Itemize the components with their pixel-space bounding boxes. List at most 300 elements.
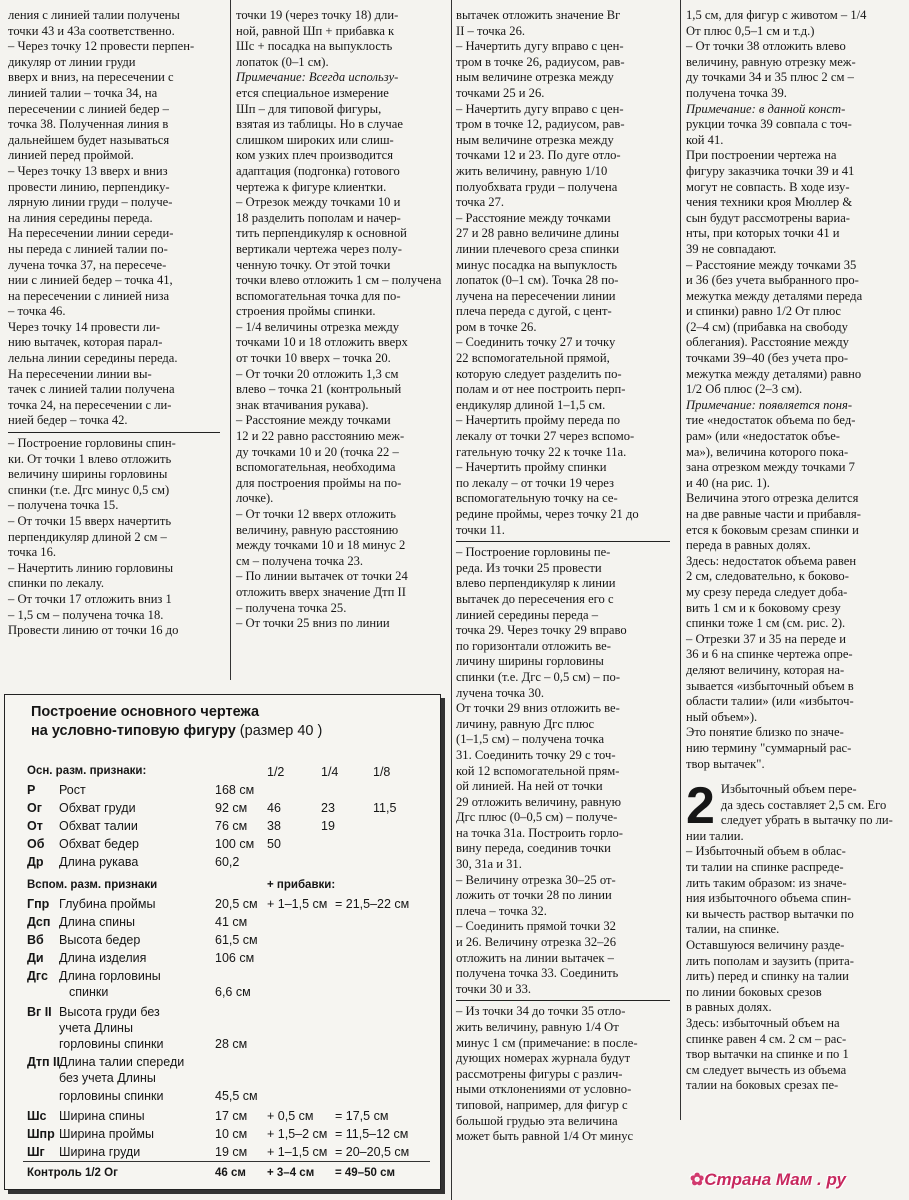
text-line: спинки по лекалу. — [8, 576, 104, 591]
text-line: От плюс 0,5–1 см и т.д.) — [686, 23, 815, 38]
row-symbol: Гпр — [27, 897, 50, 911]
control-plus: + 3–4 см — [267, 1167, 315, 1179]
row-value: 60,2 — [215, 855, 240, 869]
text-line: точками 12 и 23. По дуге отло- — [456, 148, 621, 163]
section-number: 2 — [686, 777, 715, 836]
text-line: – Построение горловины спин- — [8, 436, 176, 451]
text-line: – Построение горловины пе- — [456, 545, 611, 560]
text-line: – получена точка 15. — [8, 498, 119, 513]
row-name: Высота бедер — [59, 933, 141, 947]
text-line: лочке). — [236, 491, 274, 506]
row-name: без учета Длины — [59, 1071, 156, 1085]
table-row — [5, 855, 440, 871]
text-line: ки. От точки 1 влево отложить — [8, 451, 172, 466]
text-line: – Величину отрезка 30–25 от- — [456, 872, 616, 887]
column-rule-2 — [451, 0, 452, 1200]
text-line: лекалу от точки 27 через вспомо- — [456, 429, 635, 444]
text-line: личину, равную Дгс плюс — [456, 716, 595, 731]
table-row — [5, 801, 440, 817]
table-row — [5, 933, 440, 949]
text-line: слишком широких или слиш- — [236, 132, 394, 147]
text-line: точка 24, на пересечении с ли- — [8, 397, 172, 412]
text-line: 1/2 Об плюс (2–3 см). — [686, 382, 803, 397]
text-line: следует убрать в вытачку по ли- — [720, 813, 893, 828]
text-line: деляют величину, которая на- — [686, 662, 845, 677]
row-quarter: 23 — [321, 801, 335, 815]
text-line: рукции точка 39 совпала с точ- — [686, 117, 852, 132]
text-line: сын будут рассмотрены вариа- — [686, 210, 850, 225]
row-name: Обхват груди — [59, 801, 136, 815]
text-line: Шп – для типовой фигуры, — [236, 101, 382, 116]
text-line: лучена точка 37, на пересече- — [8, 257, 167, 272]
text-line: 30, 31а и 31. — [456, 857, 522, 872]
table-row — [5, 783, 440, 799]
text-line: вытачек отложить значение Вг — [456, 8, 621, 22]
text-line: Шс + посадка на выпуклость — [236, 39, 393, 54]
text-line: ком узких плеч производится — [236, 148, 394, 163]
text-line: линии плечевого среза спинки — [456, 241, 620, 256]
text-line: получена точка 33. Соединить — [456, 966, 619, 981]
text-line: – Начертить пройму переда по — [456, 413, 621, 428]
text-line: – От точки 17 отложить вниз 1 — [8, 591, 172, 606]
text-line: ным величине отрезка между — [456, 132, 614, 147]
text-line: на линия середины переда. — [8, 210, 153, 225]
text-line: точка 29. Через точку 29 вправо — [456, 623, 627, 638]
text-line: ду точками 10 и 20 (точка 22 – — [236, 444, 399, 459]
text-line: чертежа к фигуре клиентки. — [236, 179, 387, 194]
text-column-2 — [236, 8, 446, 632]
text-column-4 — [686, 8, 898, 1094]
text-line: величину, равную расстоянию — [236, 522, 399, 537]
row-name: Рост — [59, 783, 86, 797]
text-line: ду точками 34 и 35 плюс 2 см – — [686, 70, 854, 85]
row-name: Ширина проймы — [59, 1127, 154, 1141]
row-symbol: Р — [27, 783, 36, 797]
text-line: для построения проймы на по- — [236, 475, 402, 490]
row-half: 50 — [267, 837, 281, 851]
text-line: (1–1,5 см) – получена точка — [456, 732, 605, 747]
text-line: по горизонтали отложить ве- — [456, 638, 611, 653]
row-result: = 21,5–22 см — [335, 897, 410, 911]
text-line: 22 вспомогательной прямой, — [456, 351, 610, 366]
text-line: ным величине отрезка между — [456, 70, 614, 85]
text-line: точками 25 и 26. — [456, 85, 545, 100]
text-line: ной, равной Шп + прибавка к — [236, 23, 395, 38]
text-line: лопаток (0–1 см). Точка 28 по- — [456, 273, 619, 288]
text-line: от точки 10 вверх – точка 20. — [236, 351, 391, 366]
text-line: жить величину, равную 1/10 — [456, 163, 608, 178]
text-line: лить пополам и заузить (прита- — [686, 953, 854, 968]
text-line: и спинки) равно 1/2 От плюс — [686, 304, 841, 319]
text-line: точки 19 (через точку 18) дли- — [236, 8, 399, 22]
text-line: – Через точку 13 вверх и вниз — [8, 163, 168, 178]
row-value: 6,6 см — [215, 985, 251, 999]
text-line: – Расстояние между точками — [456, 210, 611, 225]
text-line: – Отрезок между точками 10 и — [236, 195, 401, 210]
frac-header: 1/2 — [267, 765, 285, 779]
text-line: лучена точка 30. — [456, 685, 545, 700]
control-label: Контроль 1/2 Ог — [27, 1167, 118, 1179]
text-line: точки 43 и 43а соответственно. — [8, 23, 175, 38]
text-line: талии на боковых срезах пе- — [686, 1078, 839, 1093]
table-header — [5, 879, 440, 895]
text-line: лопаток (0–1 см). — [236, 54, 329, 69]
row-symbol: Дтп II — [27, 1055, 60, 1069]
text-line: адаптация (подгонка) готового — [236, 163, 400, 178]
text-line: 39 не совпадают. — [686, 241, 777, 256]
text-line: влево перпендикуляр к линии — [456, 576, 616, 591]
table-divider — [23, 1161, 430, 1162]
text-line: линией талии – точка 34, на — [8, 85, 158, 100]
row-value: 20,5 см — [215, 897, 258, 911]
text-line: отложить вверх значение Дтп II — [236, 584, 406, 599]
text-line: знак втачивания рукава). — [236, 397, 369, 412]
text-line: – Расстояние между точками — [236, 413, 391, 428]
text-line: – От точки 38 отложить влево — [686, 39, 846, 54]
text-line: нию вытачек, которая парал- — [8, 335, 163, 350]
text-line: точками 10 и 18 отложить вверх — [236, 335, 408, 350]
table-row — [5, 1127, 440, 1143]
row-name: Обхват бедер — [59, 837, 139, 851]
text-line: При построении чертежа на — [686, 148, 837, 163]
text-line: отложить на линии вытачек – — [456, 950, 614, 965]
text-line: плеча переда с дугой, с цент- — [456, 304, 612, 319]
text-line: Примечание: появляется поня- — [686, 397, 853, 412]
table-row — [5, 1145, 440, 1161]
text-line: лить) перед и спинку на талии — [686, 969, 849, 984]
row-result: = 17,5 см — [335, 1109, 389, 1123]
text-line: на пересечении с линией низа — [8, 288, 170, 303]
text-line: большой грудью эта величина — [456, 1113, 618, 1128]
table-row — [5, 1037, 440, 1053]
main-header: Осн. разм. признаки: — [27, 765, 147, 777]
row-half: 38 — [267, 819, 281, 833]
row-symbol: Дгс — [27, 969, 48, 983]
row-quarter: 19 — [321, 819, 335, 833]
text-line: 29 отложить величину, равную — [456, 794, 622, 809]
text-line: реда. Из точки 25 провести — [456, 560, 602, 575]
text-line: – Избыточный объем в облас- — [686, 844, 846, 859]
text-line: 2 см, следовательно, к боково- — [686, 569, 849, 584]
table-row — [5, 1089, 440, 1105]
text-line: – Через точку 12 провести перпен- — [8, 39, 195, 54]
row-name: Глубина проймы — [59, 897, 156, 911]
text-line: перпендикуляр длиной 2 см – — [8, 529, 167, 544]
text-line: точка 27. — [456, 195, 505, 210]
row-symbol: Дсп — [27, 915, 51, 929]
control-value: 46 см — [215, 1167, 246, 1179]
row-value: 45,5 см — [215, 1089, 258, 1103]
text-line: – От точки 20 отложить 1,3 см — [236, 366, 399, 381]
control-result: = 49–50 см — [335, 1167, 395, 1179]
text-line: может быть равной 1/4 От минус — [456, 1129, 634, 1144]
section-2 — [686, 777, 898, 1094]
frac-header: 1/8 — [373, 765, 391, 779]
row-value: 168 см — [215, 783, 255, 797]
text-line: нией бедер – точка 42. — [8, 413, 128, 428]
table-title-line2: на условно-типовую фигуру — [31, 723, 236, 739]
text-line: 31. Соединить точку 29 с точ- — [456, 747, 616, 762]
text-line: межутка между деталями) равно — [686, 366, 862, 381]
row-name: Длина рукава — [59, 855, 139, 869]
text-line: спинки (т.е. Дгс минус 0,5 см) — [8, 482, 170, 497]
text-line: вспомогательную точку на се- — [456, 491, 618, 506]
text-line: ется специальное измерение — [236, 85, 389, 100]
text-line: ный объем»). — [686, 709, 758, 724]
text-line: лучена на пересечении линии — [456, 288, 616, 303]
section-divider — [8, 432, 220, 433]
row-name: спинки — [69, 985, 109, 999]
text-line: на две равные части и прибавля- — [686, 507, 861, 521]
table-row — [5, 1071, 440, 1087]
row-name: Высота груди без — [59, 1005, 160, 1019]
text-line: вертикали чертежа через полу- — [236, 241, 402, 256]
text-line: Здесь: недостаток объема равен — [686, 553, 857, 568]
text-line: жить величину, равную 1/4 От — [456, 1020, 619, 1034]
text-line: ки вычесть раствор вытачки по — [686, 906, 854, 921]
text-line: по лекалу – от точки 19 через — [456, 475, 614, 490]
text-line: точки 30 и 33. — [456, 981, 532, 996]
text-line: см – получена точка 23. — [236, 553, 364, 568]
text-line: величину, равную отрезку меж- — [686, 54, 856, 69]
text-line: – точка 46. — [8, 304, 66, 319]
text-line: ендикуляр длиной 1–1,5 см. — [456, 397, 606, 412]
row-symbol: Ди — [27, 951, 44, 965]
text-line: – Начертить пройму спинки — [456, 460, 607, 475]
row-value: 106 см — [215, 951, 255, 965]
row-symbol: Шс — [27, 1109, 47, 1123]
text-line: межутка между деталями переда — [686, 288, 863, 303]
text-line: От точки 29 вниз отложить ве- — [456, 701, 620, 716]
text-line: твор вытачек". — [686, 756, 765, 771]
text-line: рассмотрены фигуры с различ- — [456, 1066, 623, 1081]
text-line: твор вытачки на спинке и по 1 — [686, 1047, 849, 1062]
text-line: кой 12 вспомогательной прям- — [456, 763, 620, 778]
text-line: ложить от точки 28 по линии — [456, 888, 612, 903]
text-line: спинке равен 4 см. 2 см – рас- — [686, 1031, 847, 1046]
measurements-table — [4, 694, 441, 1190]
row-name: горловины спинки — [59, 1089, 164, 1103]
text-line: вспомогательная, необходима — [236, 460, 396, 475]
text-line: области талии» (или «избыточ- — [686, 694, 854, 709]
frac-header: 1/4 — [321, 765, 339, 779]
text-line: нии талии. — [686, 828, 744, 843]
text-column-3 — [456, 8, 670, 1145]
table-title — [31, 703, 322, 741]
row-name: учета Длины — [59, 1021, 133, 1035]
text-line: могут не совпасть. В ходе изу- — [686, 179, 850, 194]
text-line: 18 разделить пополам и начер- — [236, 210, 401, 225]
text-line: – Начертить дугу вправо с цен- — [456, 39, 624, 54]
text-line: величину ширины горловины — [8, 467, 168, 482]
text-column-1 — [8, 8, 220, 639]
text-line: и 36 (без учета выбранного про- — [686, 273, 859, 288]
text-line: – От точки 12 вверх отложить — [236, 507, 397, 521]
text-line: спинки тоже 1 см (см. рис. 2). — [686, 616, 846, 631]
text-line: чения техники кроя Мюллер & — [686, 195, 853, 210]
row-plus: + 1–1,5 см — [267, 897, 328, 911]
text-line: – Соединить точку 27 и точку — [456, 335, 616, 350]
text-line: кой 41. — [686, 132, 724, 147]
text-line: взятая из таблицы. Но в случае — [236, 117, 403, 132]
table-row — [5, 897, 440, 913]
control-row — [5, 1167, 440, 1183]
plus-header: + прибавки: — [267, 879, 336, 891]
row-symbol: Шпр — [27, 1127, 55, 1141]
text-line: ченную точку. От этой точки — [236, 257, 391, 272]
row-name: Длина горловины — [59, 969, 161, 983]
row-symbol: Вг II — [27, 1005, 52, 1019]
text-line: лельна линии середины переда. — [8, 351, 178, 366]
text-line: ными отклонениями от условно- — [456, 1082, 632, 1097]
text-line: влево – точка 21 (контрольный — [236, 382, 402, 397]
table-row — [5, 969, 440, 985]
section-divider — [456, 541, 670, 542]
text-line: минус посадка на выпуклость — [456, 257, 618, 272]
text-line: зывается «избыточный объем в — [686, 678, 854, 693]
text-line: ния избыточного объема спин- — [686, 891, 852, 906]
text-line: 12 и 22 равно расстоянию меж- — [236, 429, 405, 444]
text-line: дующих номерах журнала будут — [456, 1051, 631, 1066]
table-row — [5, 915, 440, 931]
text-line: точки 11. — [456, 522, 505, 537]
text-line: между точками 10 и 18 минус 2 — [236, 538, 406, 553]
text-line: вспомогательная точка для по- — [236, 288, 401, 303]
text-line: талии, на спинке. — [686, 922, 780, 937]
text-line: ется к боковым срезам спинки и — [686, 522, 859, 537]
text-line: переда в равных долях. — [686, 538, 811, 553]
text-line: типовой, например, для фигур с — [456, 1097, 628, 1112]
text-line: полуобхвата груди – получена — [456, 179, 618, 194]
row-symbol: Вб — [27, 933, 44, 947]
text-line: дикуляр от линии груди — [8, 54, 136, 69]
text-line: рам» (или «недостаток объе- — [686, 429, 840, 444]
text-line: гательную точку 22 к точке 11а. — [456, 444, 627, 459]
text-line: полам и от нее построить перп- — [456, 382, 626, 397]
text-line: Избыточный объем пере- — [720, 782, 857, 797]
row-value: 28 см — [215, 1037, 248, 1051]
text-line: – получена точка 25. — [236, 600, 347, 615]
text-line: точками 39–40 (без учета про- — [686, 351, 849, 366]
text-line: II – точка 26. — [456, 23, 526, 38]
row-result: = 20–20,5 см — [335, 1145, 410, 1159]
text-line: на точка 31а. Построить горло- — [456, 825, 624, 840]
row-plus: + 1,5–2 см — [267, 1127, 328, 1141]
text-line: строения проймы спинки. — [236, 304, 376, 319]
table-row — [5, 1109, 440, 1125]
text-line: редине проймы, через точку 21 до — [456, 507, 639, 521]
row-value: 100 см — [215, 837, 255, 851]
text-line: На пересечении линии середи- — [8, 226, 174, 241]
text-line: – От точки 15 вверх начертить — [8, 514, 172, 528]
table-row — [5, 1021, 440, 1037]
text-line: ления с линией талии получены — [8, 8, 180, 22]
text-line: – Начертить дугу вправо с цен- — [456, 101, 624, 116]
text-line: тром в точке 26, радиусом, рав- — [456, 54, 625, 69]
text-line: пересечении с линией бедер – — [8, 101, 169, 116]
text-line: 27 и 28 равно величине длины — [456, 226, 620, 241]
row-half: 46 — [267, 801, 281, 815]
row-symbol: Ог — [27, 801, 42, 815]
column-rule-3 — [680, 0, 681, 1120]
text-line: тачек с линией талии получена — [8, 382, 175, 397]
text-line: – 1,5 см – получена точка 18. — [8, 607, 164, 622]
table-row — [5, 1005, 440, 1021]
text-line: получена точка 39. — [686, 85, 787, 100]
row-name: Длина спины — [59, 915, 135, 929]
text-line: нию термину "суммарный рас- — [686, 740, 852, 755]
text-line: нии с линией бедер – точка 41, — [8, 273, 173, 288]
text-line: линией середины переда – — [456, 607, 599, 622]
table-header — [5, 765, 440, 781]
text-line: – Отрезки 37 и 35 на переде и — [686, 631, 847, 646]
text-line: ны переда с линией талии по- — [8, 241, 168, 256]
row-name: Ширина спины — [59, 1109, 145, 1123]
table-row — [5, 951, 440, 967]
text-line: – Соединить прямой точки 32 — [456, 919, 616, 934]
text-line: ром в точке 26. — [456, 319, 537, 334]
text-line: которую следует разделить по- — [456, 366, 622, 381]
text-line: спинки (т.е. Дгс – 0,5 см) – по- — [456, 669, 621, 684]
text-line: лить таким образом: из значе- — [686, 875, 847, 890]
row-name: горловины спинки — [59, 1037, 164, 1051]
site-watermark — [690, 1170, 846, 1190]
text-line: вытачек до пересечения его с — [456, 591, 614, 606]
text-line: Примечание: Всегда использу- — [236, 70, 399, 85]
text-line: Величина этого отрезка делится — [686, 491, 859, 506]
row-symbol: Др — [27, 855, 44, 869]
text-line: Дгс плюс (0–0,5 см) – получе- — [456, 810, 618, 825]
table-row — [5, 819, 440, 835]
row-result: = 11,5–12 см — [335, 1127, 409, 1141]
text-line: линией перед проймой. — [8, 148, 134, 163]
text-line: и 40 (на рис. 1). — [686, 475, 770, 490]
row-value: 92 см — [215, 801, 248, 815]
row-symbol: Об — [27, 837, 45, 851]
section-divider — [456, 1000, 670, 1001]
text-line: минус 1 см (примечание: в после- — [456, 1035, 638, 1050]
flower-icon: ✿ — [690, 1170, 705, 1189]
text-line: Здесь: избыточный объем на — [686, 1016, 840, 1030]
table-row — [5, 985, 440, 1001]
text-line: облегания). Расстояние между — [686, 335, 849, 350]
text-line: тром в точке 12, радиусом, рав- — [456, 117, 625, 132]
text-line: ма»), величина которого пока- — [686, 444, 849, 459]
text-line: и 26. Величину отрезка 32–26 — [456, 935, 617, 950]
text-line: нты, при которых точки 41 и — [686, 226, 840, 241]
text-line: в равных долях. — [686, 1000, 772, 1015]
row-name: Длина изделия — [59, 951, 147, 965]
text-line: му срезу переда следует доба- — [686, 584, 848, 599]
row-value: 61,5 см — [215, 933, 258, 947]
row-plus: + 0,5 см — [267, 1109, 314, 1123]
row-value: 17 см — [215, 1109, 248, 1123]
text-line: точки влево отложить 1 см – получена — [236, 273, 442, 288]
text-line: ти талии на спинке распреде- — [686, 860, 844, 875]
text-line: 1,5 см, для фигур с животом – 1/4 — [686, 8, 867, 22]
text-line: Это понятие близко по значе- — [686, 725, 844, 740]
text-line: да здесь составляет 2,5 см. Его — [720, 797, 887, 812]
text-line: фигуру заказчика точки 39 и 41 — [686, 163, 855, 178]
text-line: – Начертить линию горловины — [8, 560, 174, 575]
text-line: На пересечении линии вы- — [8, 366, 152, 381]
row-eighth: 11,5 — [373, 801, 397, 815]
text-line: Примечание: в данной конст- — [686, 101, 846, 116]
text-line: личину ширины горловины — [456, 654, 604, 669]
text-column-4-top — [686, 8, 898, 772]
text-line: – 1/4 величины отрезка между — [236, 319, 400, 334]
row-value: 41 см — [215, 915, 248, 929]
